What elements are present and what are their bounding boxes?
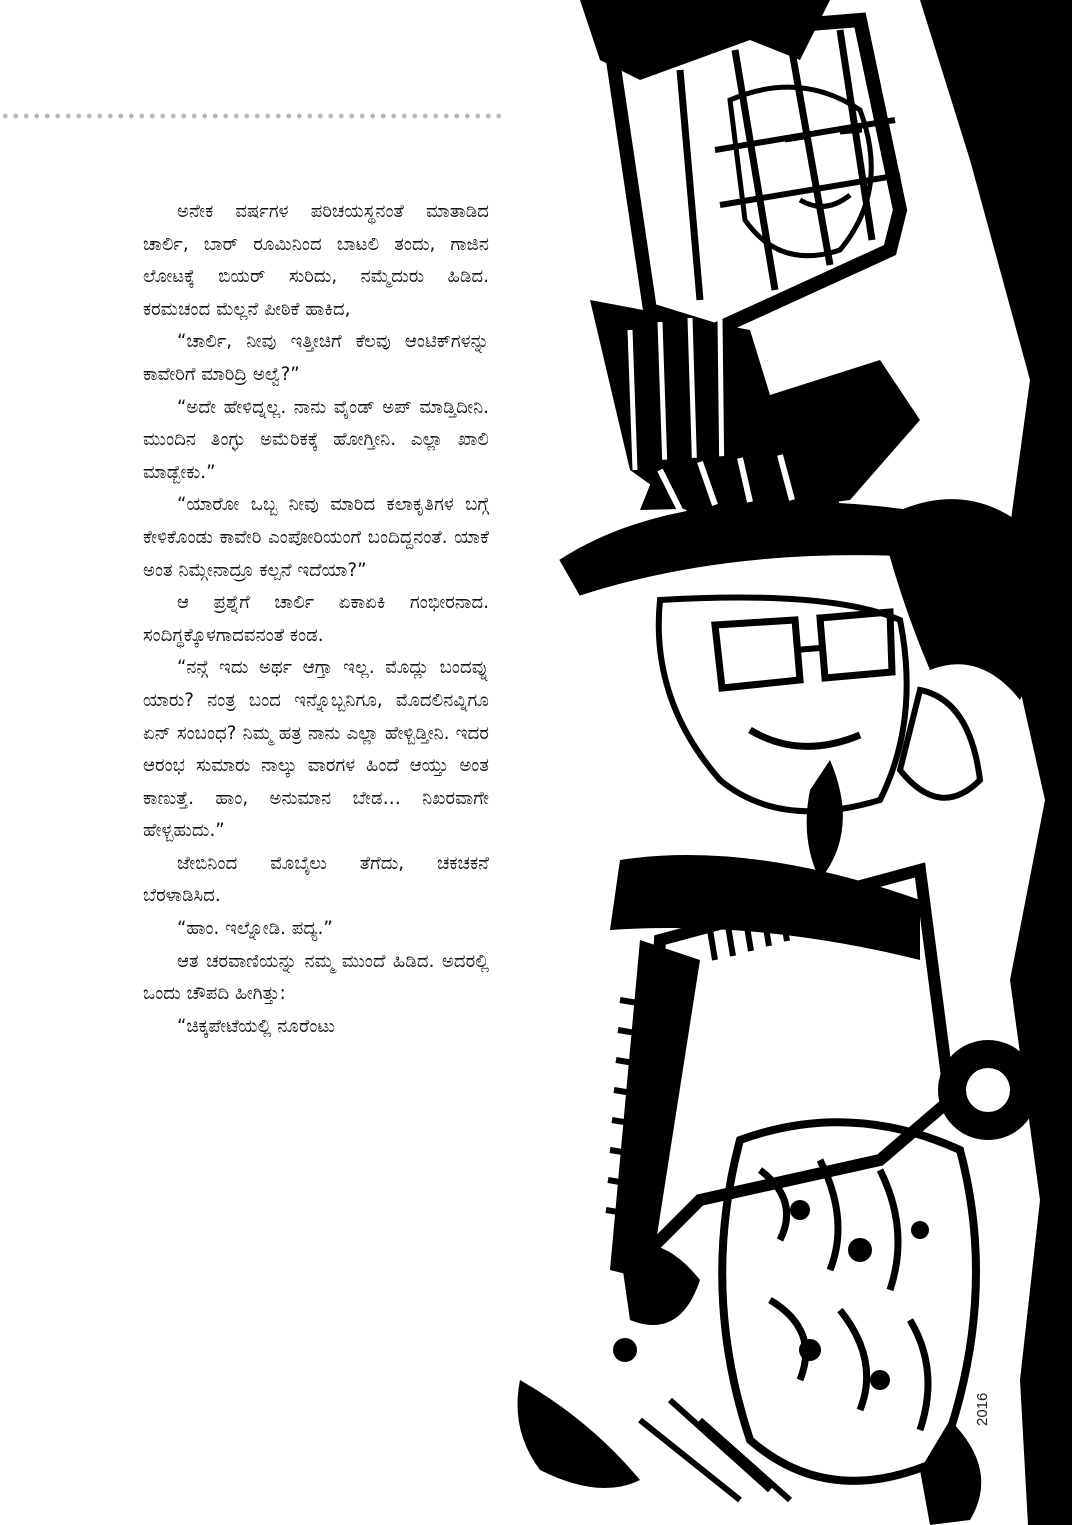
article-body [143,196,489,1043]
article-paragraph: ಆತ ಚರವಾಣಿಯನ್ನು ನಮ್ಮ ಮುಂದೆ ಹಿಡಿದ. ಅದರಲ್ಲಿ ಒಂದು ಚೌಪದಿ ಹೀಗಿತ್ತು: [143,950,489,1005]
article-paragraph: ಅನೇಕ ವರ್ಷಗಳ ಪರಿಚಯಸ್ಥನಂತೆ ಮಾತಾಡಿದ ಚಾರ್ಲಿ, ಬಾರ್ ರೂಮಿನಿಂದ ಬಾಟಲಿ ತಂದು, ಗಾಜಿನ ಲೋಟಕ್ಕೆ ಬಿಯರ್ ಸುರಿದು, ನಮ್ಮೆದುರು ಹಿಡಿದ. ಕರಮಚಂದ ಮೆಲ್ಲನೆ ಪೀಠಿಕೆ ಹಾಕಿದ, [143,201,489,320]
article-paragraph: “ಚಿಕ್ಕಪೇಟೆಯಲ್ಲಿ ನೂರೆಂಟು [177,1015,336,1037]
article-paragraph: “ಹಾಂ. ಇಲ್ನೋಡಿ. ಪದ್ಯ.” [177,918,333,940]
article-paragraph: “ಯಾರೋ ಒಬ್ಬ ನೀವು ಮಾರಿದ ಕಲಾಕೃತಿಗಳ ಬಗ್ಗೆ ಕೇಳಿಕೊಂಡು ಕಾವೇರಿ ಎಂಪೋರಿಯಂಗೆ ಬಂದಿದ್ದನಂತೆ. ಯಾಕೆ ಅಂತ ನಿಮ್ಗೇನಾದ್ರೂ ಕಲ್ಪನೆ ಇದೆಯಾ?” [143,494,489,581]
page-number [1040,1392,1050,1393]
article-paragraph: ಜೇಬಿನಿಂದ ಮೊಬೈಲು ತೆಗೆದು, ಚಕಚಕನೆ ಬೆರಳಾಡಿಸಿದ. [143,852,489,907]
article-paragraph: “ನನ್ಗೆ ಇದು ಅರ್ಥ ಆಗ್ತಾ ಇಲ್ಲ. ಮೊದ್ಲು ಬಂದವ್ನು ಯಾರು? ನಂತ್ರ ಬಂದ ಇನ್ನೊಬ್ಬನಿಗೂ, ಮೊದಲಿನವ್ನಿಗೂ ಏನ್ ಸಂಬಂಧ? ನಿಮ್ಮ ಹತ್ರ ನಾನು ಎಲ್ಲಾ ಹೇಳ್ಬಿಡ್ತೀನಿ. ಇದರ ಆರಂಭ ಸುಮಾರು ನಾಲ್ಕು ವಾರಗಳ ಹಿಂದೆ ಆಯ್ತು ಅಂತ ಕಾಣುತ್ತೆ. ಹಾಂ, ಅನುಮಾನ ಬೇಡ… ನಿಖರವಾಗೇ ಹೇಳ್ಬಹುದು.” [143,657,489,842]
article-paragraph: “ಚಾರ್ಲಿ, ನೀವು ಇತ್ತೀಚಿಗೆ ಕೆಲವು ಆಂಟಿಕ್‌ಗಳನ್ನು ಕಾವೇರಿಗೆ ಮಾರಿದ್ರಿ ಅಲ್ವೆ?” [143,331,489,385]
story-illustration [500,0,1072,1525]
dotted-divider [0,112,505,120]
article-paragraph: “ಅದೇ ಹೇಳಿದ್ನಲ್ಲ. ನಾನು ವೈಂಡ್ ಅಪ್ ಮಾಡ್ತಿದೀನಿ. ಮುಂದಿನ ತಿಂಗ್ಳು ಅಮೆರಿಕಕ್ಕೆ ಹೋಗ್ತೀನಿ. ಎಲ್ಲಾ ಖಾಲಿ ಮಾಡ್ಬೇಕು.” [143,396,489,483]
issue-year: 2016 [974,1392,991,1426]
article-paragraph: ಆ ಪ್ರಶ್ನೆಗೆ ಚಾರ್ಲಿ ಏಕಾಏಕಿ ಗಂಭೀರನಾದ. ಸಂದಿಗ್ಧಕ್ಕೊಳಗಾದವನಂತೆ ಕಂಡ. [143,592,489,646]
